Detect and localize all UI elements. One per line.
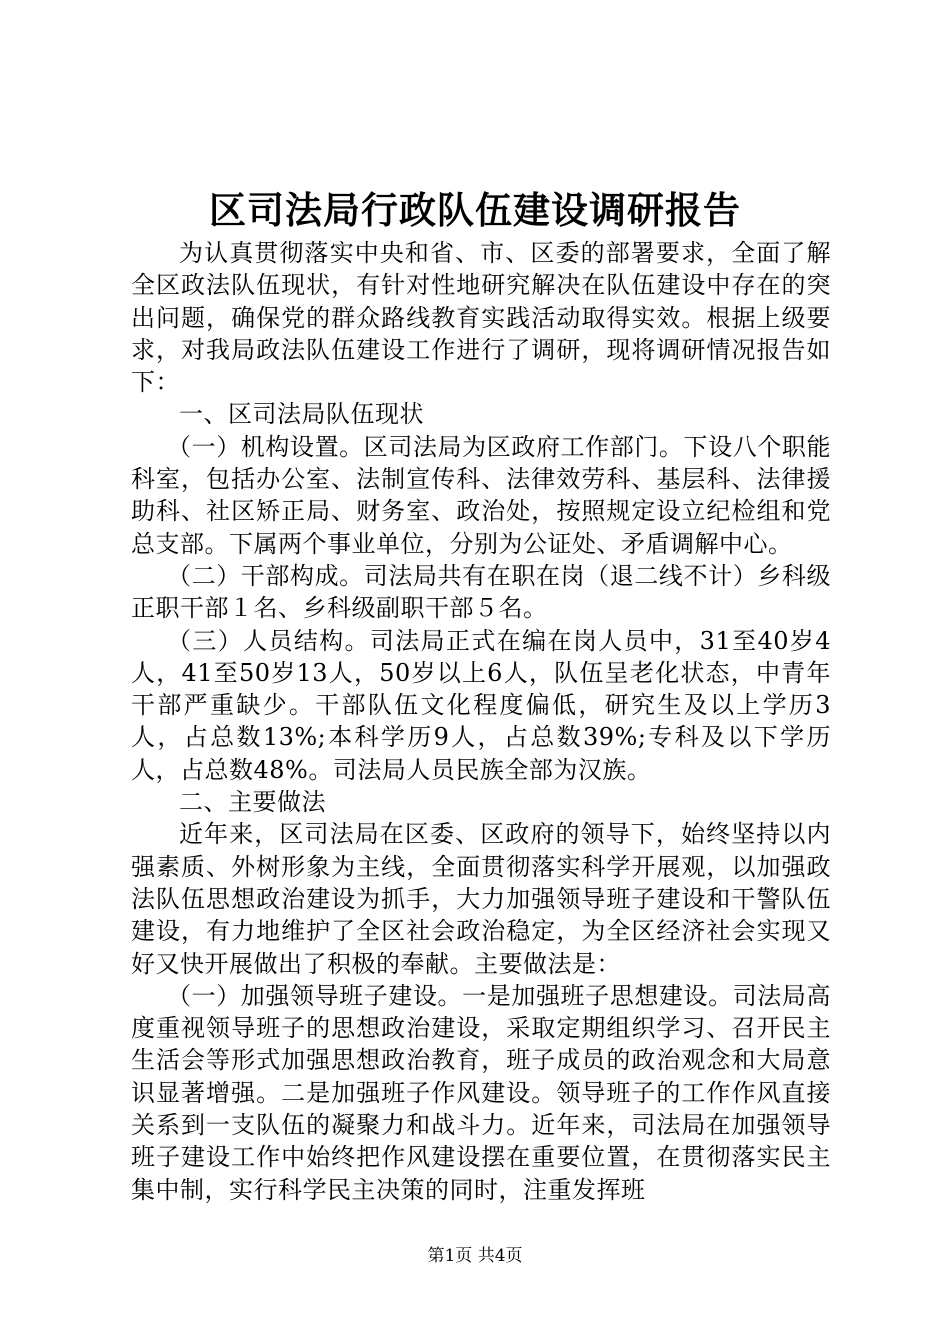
document-title: 区司法局行政队伍建设调研报告	[209, 188, 741, 232]
paragraph-organization: （一）机构设置。区司法局为区政府工作部门。下设八个职能科室，包括办公室、法制宣传科、法律效劳科、基层科、法律援助科、社区矫正局、财务室、政治处，按照规定设立纪检组和党总支部。下属两个事业单位，分别为公证处、矛盾调解中心。	[131, 432, 831, 558]
paragraph-practices-overview: 近年来，区司法局在区委、区政府的领导下，始终坚持以内强素质、外树形象为主线，全面贯彻落实科学开展观，以加强政法队伍思想政治建设为抓手，大力加强领导班子建设和干警队伍建设，有力地维护了全区社会政治稳定，为全区经济社会实现又好又快开展做出了积极的奉献。主要做法是：	[131, 820, 831, 978]
document-body	[131, 237, 831, 1206]
paragraph-cadre-composition: （二）干部构成。司法局共有在职在岗（退二线不计）乡科级正职干部１名、乡科级副职干部５名。	[131, 561, 831, 623]
paragraph-personnel-structure: （三）人员结构。司法局正式在编在岗人员中，31至40岁4人，41至50岁13人，50岁以上6人，队伍呈老化状态，中青年干部严重缺少。干部队伍文化程度偏低，研究生及以上学历3人，占总数13%;本科学历9人，占总数39%;专科及以下学历人，占总数48%。司法局人员民族全部为汉族。	[131, 626, 831, 784]
intro-paragraph: 为认真贯彻落实中央和省、市、区委的部署要求，全面了解全区政法队伍现状，有针对性地研究解决在队伍建设中存在的突出问题，确保党的群众路线教育实践活动取得实效。根据上级要求，对我局政法队伍建设工作进行了调研，现将调研情况报告如下：	[131, 239, 831, 397]
paragraph-leadership-building: （一）加强领导班子建设。一是加强班子思想建设。司法局高度重视领导班子的思想政治建设，采取定期组织学习、召开民主生活会等形式加强思想政治教育，班子成员的政治观念和大局意识显著增强。二是加强班子作风建设。领导班子的工作作风直接关系到一支队伍的凝聚力和战斗力。近年来，司法局在加强领导班子建设工作中始终把作风建设摆在重要位置，在贯彻落实民主集中制，实行科学民主决策的同时，注重发挥班	[131, 981, 831, 1204]
section-heading-status: 一、区司法局队伍现状	[179, 400, 424, 429]
page-number: 第1页 共4页	[427, 1246, 523, 1266]
section-heading-practices: 二、主要做法	[179, 788, 326, 817]
